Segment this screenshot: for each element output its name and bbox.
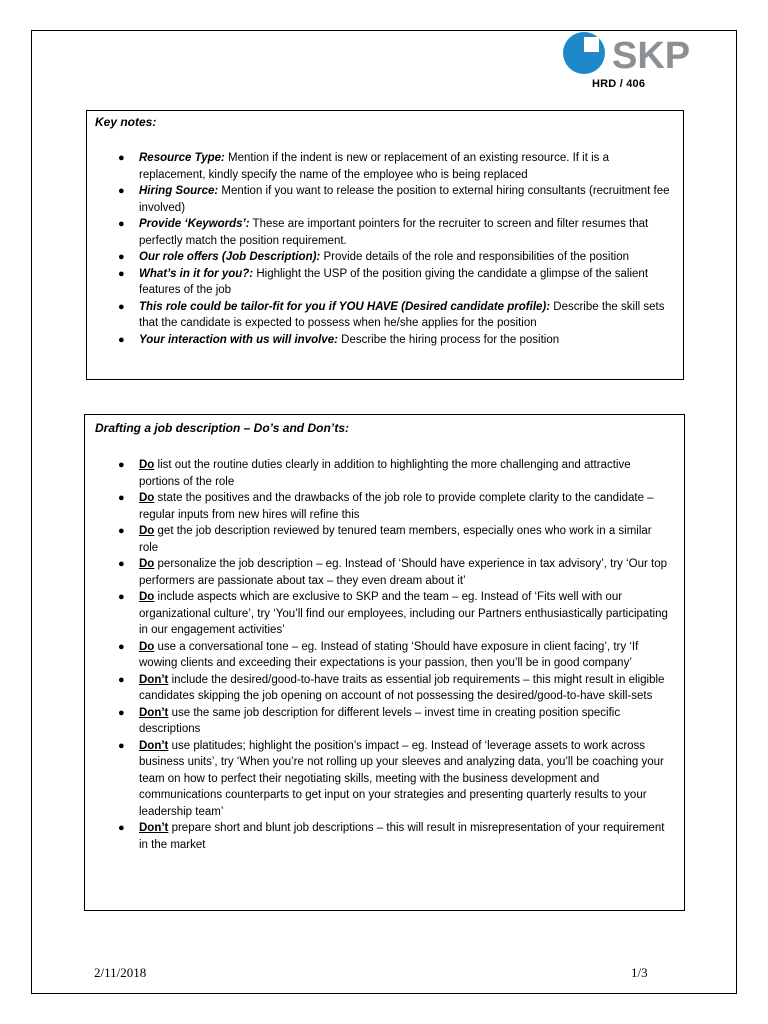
footer-date: 2/11/2018 — [94, 965, 147, 980]
item-lead: Do — [139, 558, 155, 570]
item-lead: Don’t — [139, 673, 169, 686]
list-item — [95, 266, 675, 299]
item-text: personalize the job description – eg. Instead of ‘Should have experience in tax advisory’, try ‘Our top performers are passionate about tax – they even dream about it’ — [139, 558, 668, 587]
list-item — [95, 738, 674, 821]
item-text: use platitudes; highlight the position’s impact – eg. Instead of ‘leverage assets to work across business units’, try ‘When you’re not rolling up your sleeves and analyzing data, you’ll be coaching your team on how to perfect their negotiating skills, meeting with the business development and communications counterparts to get input on your strategies and presenting quarterly results to your leadership team’ — [139, 739, 664, 818]
item-text: Describe the hiring process for the position — [337, 333, 560, 346]
list-item — [95, 150, 675, 183]
key-notes-title: Key notes: — [95, 115, 157, 129]
bullet-icon: ● — [118, 558, 125, 570]
list-item — [95, 457, 674, 490]
bullet-icon: ● — [118, 673, 125, 686]
bullet-icon: ● — [118, 739, 125, 752]
dos-donts-box — [84, 414, 685, 911]
list-item — [95, 556, 674, 589]
dos-donts-list — [95, 457, 674, 853]
item-text: Mention if the indent is new or replacement of an existing resource. If it is a replacement, kindly specify the name of the employee who is being replaced — [139, 152, 610, 181]
bullet-icon: ● — [118, 492, 125, 504]
item-lead: Do — [139, 640, 155, 653]
item-text: use the same job description for different levels – invest time in creating position specific descriptions — [139, 706, 621, 735]
skp-logo — [562, 30, 712, 78]
bullet-icon: ● — [118, 251, 125, 263]
list-item — [95, 299, 675, 332]
bullet-icon: ● — [118, 640, 125, 653]
bullet-icon: ● — [118, 591, 125, 603]
page-number: 1/3 — [631, 965, 648, 980]
item-lead: Do — [139, 492, 155, 504]
list-item — [95, 216, 675, 249]
bullet-icon: ● — [118, 185, 125, 197]
item-text: include aspects which are exclusive to SKP and the team – eg. Instead of ‘Fits well with our organizational culture’, try ‘You’ll find our employees, including our Partners enthusiastically participating in our engagement activities’ — [139, 591, 668, 636]
bullet-icon: ● — [118, 267, 125, 280]
item-text: Describe the skill sets that the candidate is expected to possess when he/she applies for the position — [139, 300, 665, 329]
list-item — [95, 705, 674, 738]
bullet-icon: ● — [118, 333, 125, 346]
list-item — [95, 183, 675, 216]
key-notes-list — [95, 150, 675, 348]
item-lead: Our role offers (Job Description): — [139, 251, 321, 263]
key-notes-box — [86, 110, 684, 380]
dos-donts-title: Drafting a job description – Do’s and Don’ts: — [95, 421, 350, 435]
list-item — [95, 589, 674, 639]
bullet-icon: ● — [118, 822, 125, 834]
item-lead: Don’t — [139, 706, 169, 719]
item-lead: What’s in it for you?: — [139, 267, 254, 280]
bullet-icon: ● — [118, 218, 125, 230]
item-text: list out the routine duties clearly in addition to highlighting the more challenging and attractive portions of the role — [139, 459, 631, 488]
list-item — [95, 672, 674, 705]
item-text: use a conversational tone – eg. Instead of stating ‘Should have exposure in client facing’, try ‘If wowing clients and exceeding their expectations is your passion, then you’ll be in good company’ — [139, 640, 639, 669]
list-item — [95, 639, 674, 672]
item-text: get the job description reviewed by tenured team members, especially ones who work in a similar role — [139, 525, 652, 554]
item-lead: Provide ‘Keywords’: — [139, 218, 250, 230]
list-item — [95, 820, 674, 853]
logo-square-cutout — [584, 37, 599, 52]
item-text: prepare short and blunt job descriptions – this will result in misrepresentation of your requirement in the market — [139, 822, 665, 851]
item-text: state the positives and the drawbacks of the job role to provide complete clarity to the candidate – regular inputs from new hires will refine this — [139, 492, 654, 521]
list-item — [95, 332, 675, 349]
item-lead: Resource Type: — [139, 152, 225, 164]
item-lead: Hiring Source: — [139, 185, 219, 197]
item-lead: Do — [139, 591, 155, 603]
item-text: Provide details of the role and responsibilities of the position — [320, 251, 630, 263]
bullet-icon: ● — [118, 152, 125, 164]
item-text: Highlight the USP of the position giving the candidate a glimpse of the salient features of the job — [139, 267, 649, 296]
list-item — [95, 490, 674, 523]
list-item — [95, 523, 674, 556]
item-lead: Don’t — [139, 739, 169, 752]
item-lead: Do — [139, 459, 155, 471]
bullet-icon: ● — [118, 459, 125, 471]
item-lead: Your interaction with us will involve: — [139, 333, 338, 346]
item-text: Mention if you want to release the position to external hiring consultants (recruitment fee involved) — [139, 185, 670, 214]
logo-text: SKP — [612, 35, 691, 77]
item-lead: Don’t — [139, 822, 169, 834]
list-item — [95, 249, 675, 266]
document-code: HRD / 406 — [592, 78, 646, 90]
bullet-icon: ● — [118, 300, 125, 313]
item-text: include the desired/good-to-have traits as essential job requirements – this might result in eligible candidates skipping the job opening on account of not possessing the desired/good-to-have skill-sets — [139, 673, 665, 702]
bullet-icon: ● — [118, 706, 125, 719]
bullet-icon: ● — [118, 525, 125, 537]
item-lead: Do — [139, 525, 155, 537]
item-lead: This role could be tailor-fit for you if YOU HAVE (Desired candidate profile): — [139, 300, 551, 313]
item-text: These are important pointers for the recruiter to screen and filter resumes that perfectly match the position requirement. — [139, 218, 649, 247]
